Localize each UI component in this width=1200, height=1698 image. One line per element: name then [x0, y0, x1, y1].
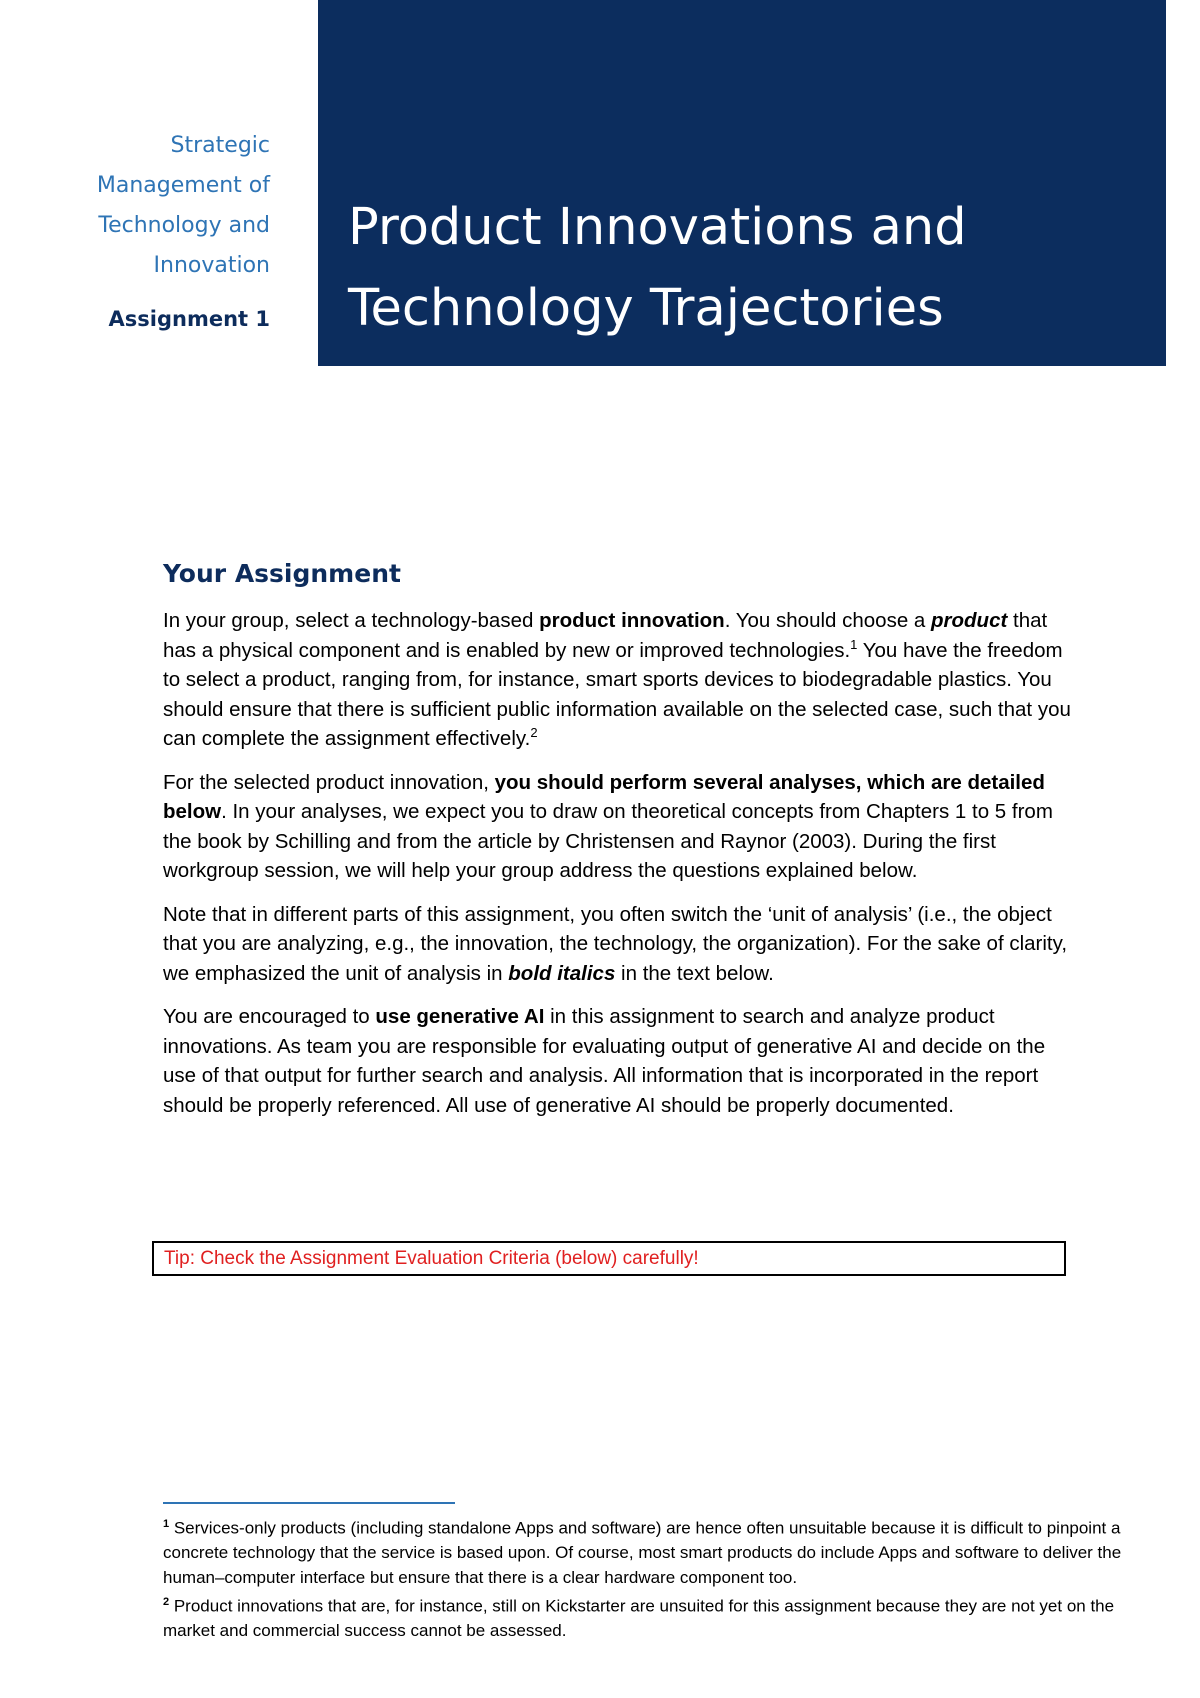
bold-italic-text: bold italics — [508, 961, 616, 985]
footnote-mark: 1 — [163, 1518, 170, 1530]
text-run: For the selected product innovation, — [163, 770, 495, 794]
paragraph-generative-ai — [163, 1002, 1073, 1120]
course-title-line: Technology and — [98, 213, 270, 238]
bold-italic-text: product — [931, 609, 1008, 632]
bold-text: product innovation — [539, 609, 725, 632]
course-title-line: Innovation — [153, 253, 270, 278]
section-heading: Your Assignment — [163, 559, 401, 588]
assignment-label: Assignment 1 — [108, 307, 270, 331]
title-banner — [318, 0, 1166, 366]
footnote-2 — [163, 1590, 1143, 1644]
document-title-line-2: Technology Trajectories — [348, 279, 944, 338]
text-run: . In your analyses, we expect you to draw on theoretical concepts from Chapters 1 to 5 from the book by Schilling and from the article by Christensen and Raynor (2003). During the first workgroup session, we will help your group address the questions explained below. — [163, 800, 1053, 882]
text-run: . You should choose a — [724, 609, 932, 632]
bold-text: use generative AI — [375, 1005, 545, 1028]
text-run: that has a physical component and is enabled by new or improved technologies. — [163, 609, 1048, 662]
footnote-ref-2[interactable]: 2 — [530, 725, 538, 741]
footnote-1 — [163, 1512, 1143, 1590]
footnotes — [163, 1512, 1143, 1644]
document-title-line-1: Product Innovations and — [348, 198, 967, 257]
paragraph-product-choice — [163, 606, 1073, 754]
footnote-mark: 2 — [163, 1596, 170, 1609]
text-run: in the text below. — [615, 961, 774, 985]
paragraph-analyses — [163, 768, 1073, 886]
footnote-ref-1[interactable]: 1 — [850, 636, 858, 652]
text-run: You have the freedom to select a product, ranging from, for instance, smart sports devices to biodegradable plastics. You should ensure that there is sufficient public information available on the selected case, such that you can complete the assignment effectively. — [163, 638, 1071, 750]
course-title-line: Management of — [96, 173, 270, 198]
footnote-separator — [163, 1502, 455, 1504]
text-run: in this assignment to search and analyze product innovations. As team you are responsible for evaluating output of generative AI and decide on the use of that output for further search and analysis. All information that is incorporated in the report should be properly referenced. All use of generative AI should be properly documented. — [163, 1005, 1046, 1117]
text-run: In your group, select a technology-based — [163, 609, 540, 632]
text-run: Note that in different parts of this assignment, you often switch the ‘unit of analysis’ (i.e., the object that you are analyzing, e.g., the innovation, the technology, the organization). For the sake of clarity, we emphasized the unit of analysis in — [163, 902, 1068, 985]
course-sidebar — [40, 126, 270, 334]
paragraph-unit-of-analysis — [163, 900, 1073, 989]
footnote-text: Services-only products (including standalone Apps and software) are hence often unsuitable because it is difficult to pinpoint a concrete technology that the service is based upon. Of course, most smart products do include Apps and software to deliver the human–computer interface but ensure that there is a clear hardware component too. — [163, 1518, 1122, 1587]
footnote-text: Product innovations that are, for instance, still on Kickstarter are unsuited for this assignment because they are not yet on the market and commercial success cannot be assessed. — [163, 1596, 1115, 1641]
text-run: You are encouraged to — [163, 1005, 376, 1028]
course-title-line: Strategic — [170, 133, 270, 158]
assignment-section — [163, 554, 1073, 1134]
tip-box: Tip: Check the Assignment Evaluation Criteria (below) carefully! — [152, 1241, 1066, 1276]
bold-text: you should perform several analyses, which are detailed below — [163, 770, 1045, 823]
